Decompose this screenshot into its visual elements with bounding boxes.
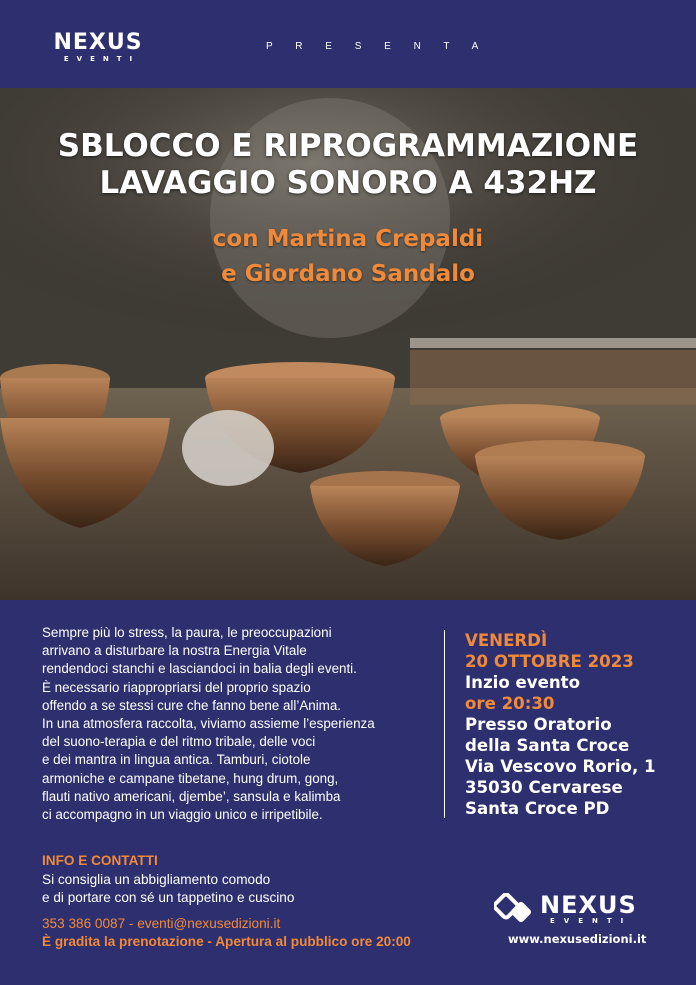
description-line: È necessario riappropriarsi del proprio spazio bbox=[42, 679, 311, 695]
venue-address: Via Vescovo Rorio, 1 bbox=[465, 757, 656, 776]
title-line-1: SBLOCCO E RIPROGRAMMAZIONE bbox=[57, 128, 639, 164]
logo-subtitle: EVENTI bbox=[63, 55, 141, 63]
website-link[interactable]: www.nexusedizioni.it bbox=[508, 932, 647, 946]
event-start-label: Inzio evento bbox=[465, 673, 580, 692]
guests-line-2: e Giordano Sandalo bbox=[221, 261, 475, 287]
booking-note: È gradita la prenotazione - Apertura al pubblico ore 20:00 bbox=[42, 934, 411, 949]
description-line: ci accompagno in un viaggio unico e irripetibile. bbox=[42, 807, 323, 823]
description-line: flauti nativo americani, djembe’, sansula e kalimba bbox=[42, 788, 341, 804]
logo-wordmark: NEXUS bbox=[53, 30, 143, 55]
description-line: arrivano a disturbare la nostra Energia Vitale bbox=[42, 643, 307, 659]
nexus-logo-bottom bbox=[494, 893, 664, 929]
info-line-2: e di portare con sé un tappetino e cuscino bbox=[42, 890, 295, 905]
event-day: VENERDÌ bbox=[465, 631, 548, 650]
info-contacts bbox=[42, 852, 502, 952]
description-line: Sempre più lo stress, la paura, le preoccupazioni bbox=[42, 625, 332, 640]
title-line-2: LAVAGGIO SONORO A 432HZ bbox=[99, 165, 597, 201]
logo-wordmark: NEXUS bbox=[540, 891, 637, 919]
event-title bbox=[0, 128, 696, 202]
description-line: In una atmosfera raccolta, viviamo assieme l’esperienza bbox=[42, 716, 375, 732]
contact-phone-email[interactable]: 353 386 0087 - eventi@nexusedizioni.it bbox=[42, 915, 281, 931]
event-details bbox=[465, 630, 693, 819]
venue-line-2: della Santa Croce bbox=[465, 736, 630, 755]
venue-area: Santa Croce PD bbox=[465, 799, 610, 818]
nexus-logo-top bbox=[40, 32, 156, 63]
column-divider bbox=[444, 630, 445, 818]
presents-label: P R E S E N T A bbox=[266, 41, 489, 52]
event-date: 20 OTTOBRE 2023 bbox=[465, 652, 634, 671]
logo-subtitle: EVENTI bbox=[550, 917, 633, 925]
description-line: rendendoci stanchi e lasciandoci in balia degli eventi. bbox=[42, 661, 357, 677]
guests-line-1: con Martina Crepaldi bbox=[212, 226, 484, 252]
description-line: del suono-terapia e del ritmo tribale, delle voci bbox=[42, 734, 316, 750]
venue-line-1: Presso Oratorio bbox=[465, 715, 612, 734]
nexus-mark-icon bbox=[494, 893, 536, 927]
info-heading: INFO E CONTATTI bbox=[42, 853, 158, 868]
info-line-1: Si consiglia un abbigliamento comodo bbox=[42, 871, 271, 887]
event-description bbox=[42, 624, 442, 824]
event-time: ore 20:30 bbox=[465, 694, 555, 713]
venue-city: 35030 Cervarese bbox=[465, 778, 623, 797]
description-line: e dei mantra in lingua antica. Tamburi, ciotole bbox=[42, 752, 311, 768]
description-line: offendo a se stessi cure che fanno bene all’Anima. bbox=[42, 697, 342, 713]
description-line: armoniche e campane tibetane, hung drum, gong, bbox=[42, 770, 339, 786]
guest-names bbox=[0, 222, 696, 292]
